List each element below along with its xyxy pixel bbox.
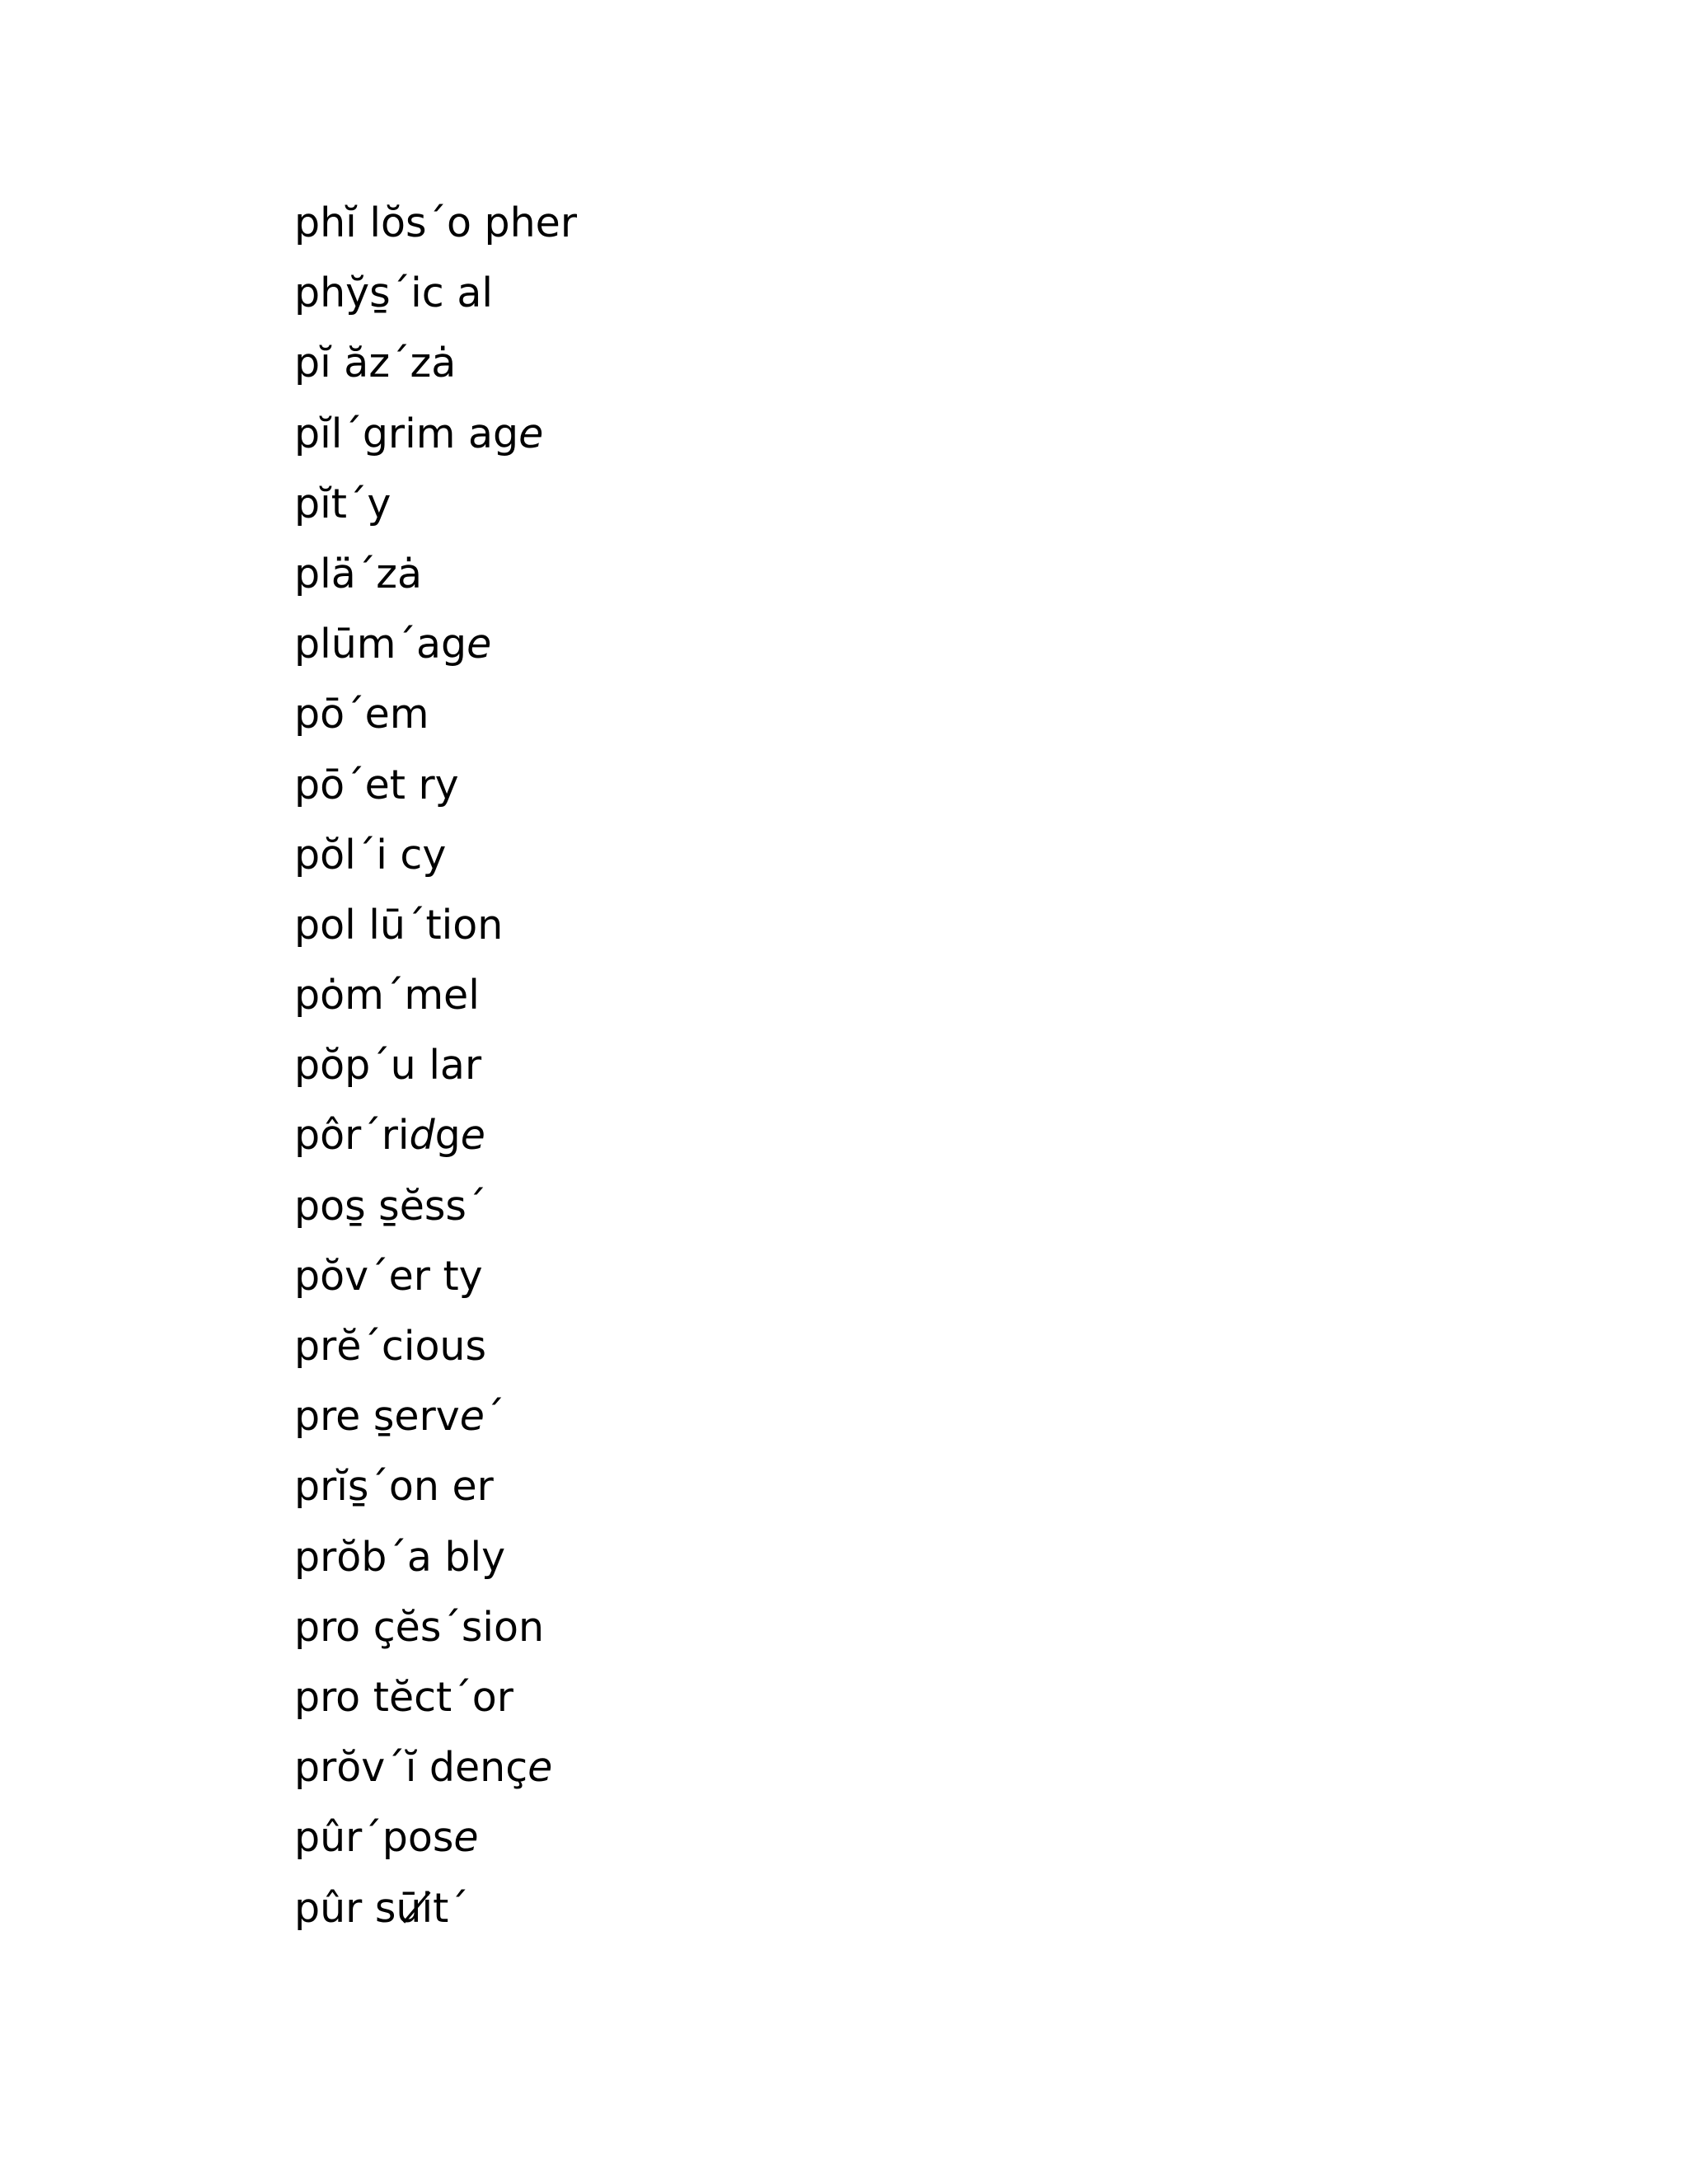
word-entry	[294, 897, 577, 967]
word-entry	[294, 757, 577, 827]
word-part: pûr´pos	[294, 1814, 454, 1862]
pronunciation-word-list	[294, 194, 577, 1950]
word-entry	[294, 1529, 577, 1599]
word-part: pol lū´tion	[294, 901, 504, 949]
word-part-italic: e	[459, 1393, 485, 1441]
word-part: pĭl´grim ag	[294, 410, 519, 457]
word-part: pos̱ s̱ĕss´	[294, 1182, 487, 1230]
word-part: pȯm´mel	[294, 972, 480, 1019]
word-part: ´	[484, 1393, 505, 1441]
word-part: pôr´ri	[294, 1112, 410, 1160]
word-part: prĭs̱´on er	[294, 1463, 494, 1511]
word-part-italic: e	[528, 1744, 553, 1792]
word-entry	[294, 335, 577, 405]
word-part: phĭ lŏs´o pher	[294, 199, 577, 246]
word-part-italic: e	[518, 410, 544, 457]
word-part: prŏv´ĭ denç	[294, 1744, 528, 1792]
word-entry	[294, 1037, 577, 1107]
word-part: prĕ´cious	[294, 1323, 487, 1370]
word-entry	[294, 1599, 577, 1669]
word-entry	[294, 194, 577, 265]
word-part: pro tĕct´or	[294, 1673, 513, 1721]
word-part: phy̆s̱´ic al	[294, 269, 493, 317]
word-entry	[294, 405, 577, 476]
word-entry	[294, 1669, 577, 1739]
word-part: pō´em	[294, 691, 429, 738]
word-part: pre s̱erv	[294, 1393, 460, 1441]
word-part: pro çĕs´sion	[294, 1603, 545, 1651]
word-entry	[294, 1248, 577, 1318]
word-entry	[294, 546, 577, 616]
word-part: pûr sūi̸t´	[294, 1884, 469, 1932]
word-entry	[294, 1107, 577, 1177]
word-entry	[294, 1809, 577, 1879]
word-part-italic: e	[453, 1814, 479, 1862]
word-part: pō´et ry	[294, 761, 459, 808]
word-part: pŏp´u lar	[294, 1042, 482, 1090]
word-part-italic: d	[409, 1112, 435, 1160]
word-part: plūm´ag	[294, 621, 467, 668]
word-part-italic: e	[467, 621, 492, 668]
word-part: pŏv´er ty	[294, 1252, 483, 1300]
word-entry	[294, 265, 577, 335]
word-entry	[294, 686, 577, 756]
word-entry	[294, 1458, 577, 1528]
word-part: pĭt´y	[294, 480, 392, 527]
word-entry	[294, 1880, 577, 1950]
word-entry	[294, 967, 577, 1037]
word-part: pĭ ăz´zȧ	[294, 340, 457, 387]
word-entry	[294, 827, 577, 897]
word-entry	[294, 616, 577, 686]
word-entry	[294, 1178, 577, 1248]
word-entry	[294, 1318, 577, 1388]
word-entry	[294, 1739, 577, 1809]
word-entry	[294, 476, 577, 546]
word-entry	[294, 1388, 577, 1458]
word-part: g	[434, 1112, 461, 1160]
word-part: prŏb´a bly	[294, 1533, 506, 1581]
word-part: pŏl´i cy	[294, 831, 447, 879]
word-part: plä´zȧ	[294, 550, 422, 598]
word-part-italic: e	[460, 1112, 485, 1160]
